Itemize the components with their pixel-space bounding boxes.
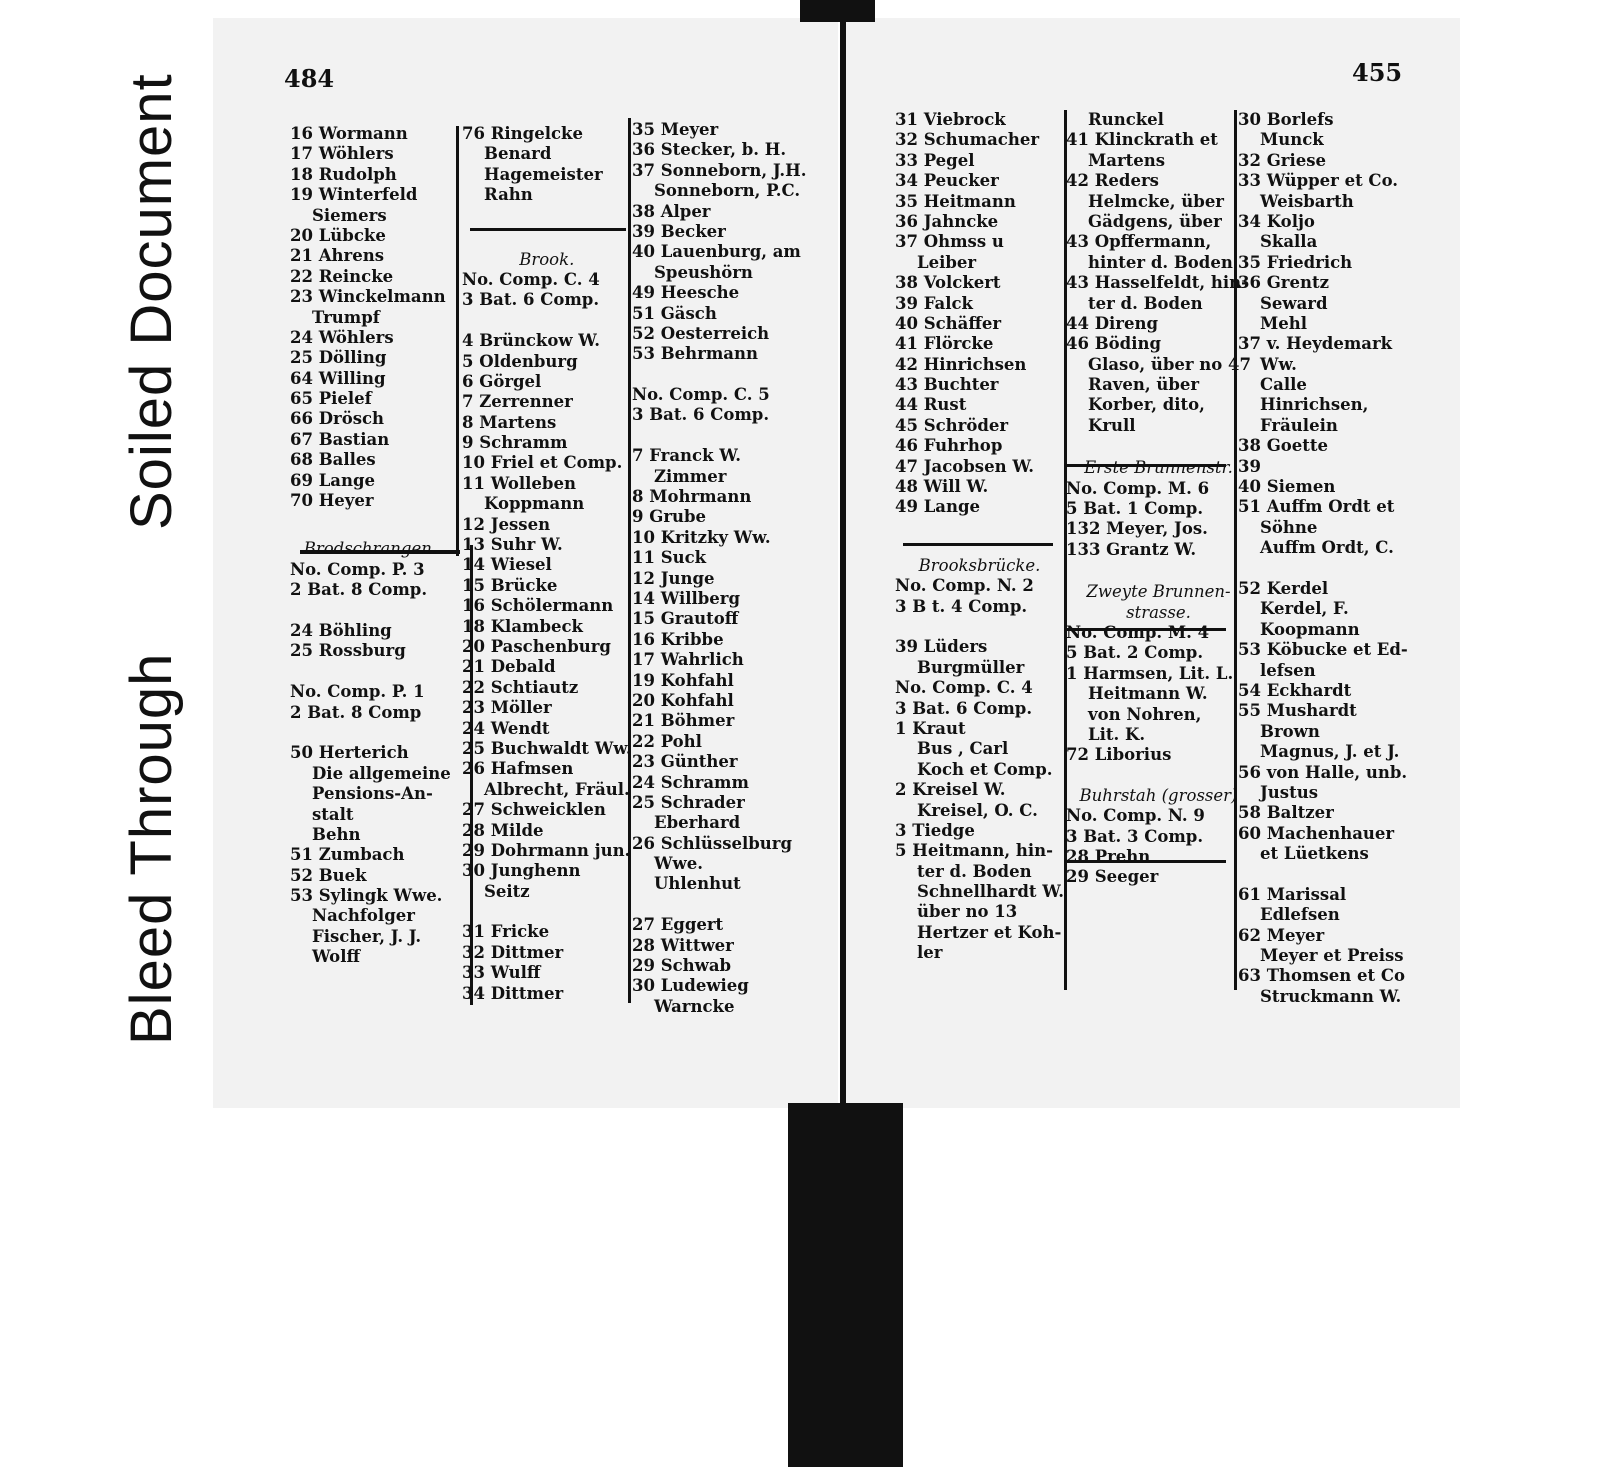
directory-entry: Albrecht, Fräul. bbox=[484, 779, 630, 799]
directory-entry: 23 Möller bbox=[462, 698, 552, 718]
directory-entry: Warncke bbox=[654, 996, 735, 1016]
right-column-3 bbox=[1238, 110, 1408, 1007]
directory-entry: Bus , Carl bbox=[917, 739, 1009, 759]
directory-entry: 49 Lange bbox=[895, 497, 981, 517]
directory-entry: 18 Klambeck bbox=[462, 616, 583, 636]
directory-entry: Lit. K. bbox=[1088, 724, 1146, 744]
directory-entry: 44 Direng bbox=[1066, 313, 1159, 333]
directory-entry: 11 Wolleben bbox=[462, 473, 576, 493]
directory-entry: 18 Rudolph bbox=[290, 164, 397, 184]
directory-entry: 72 Liborius bbox=[1066, 745, 1172, 765]
directory-entry: 22 Schtiautz bbox=[462, 677, 579, 697]
directory-entry: 41 Klinckrath et bbox=[1066, 130, 1218, 150]
directory-entry: Calle bbox=[1260, 375, 1307, 395]
top-binding-tab bbox=[800, 0, 875, 22]
section-heading: strasse. bbox=[1126, 602, 1191, 622]
directory-entry: Koch et Comp. bbox=[917, 759, 1053, 779]
directory-entry: 56 von Halle, unb. bbox=[1238, 762, 1408, 782]
directory-entry: et Lüetkens bbox=[1260, 844, 1369, 864]
directory-entry: Munck bbox=[1260, 130, 1324, 150]
directory-entry: 5 Heitmann, hin- bbox=[895, 841, 1053, 861]
directory-entry: 17 Wahrlich bbox=[632, 650, 744, 670]
directory-entry: 27 Schweicklen bbox=[462, 800, 606, 820]
directory-entry: No. Comp. M. 6 bbox=[1066, 478, 1210, 498]
section-heading: Buhrstah (grosser) bbox=[1079, 785, 1238, 805]
directory-entry: 36 Stecker, b. H. bbox=[632, 140, 787, 160]
directory-entry: 34 Dittmer bbox=[462, 983, 564, 1003]
directory-entry: No. Comp. C. 4 bbox=[895, 678, 1033, 698]
directory-entry: 41 Flörcke bbox=[895, 334, 994, 354]
directory-entry: ler bbox=[917, 943, 943, 963]
directory-entry: Eberhard bbox=[654, 813, 741, 833]
directory-entry: 16 Schölermann bbox=[462, 596, 614, 616]
directory-entry: 10 Kritzky Ww. bbox=[632, 527, 771, 547]
directory-entry: 19 Winterfeld bbox=[290, 185, 418, 205]
directory-entry: 29 Dohrmann jun. bbox=[462, 840, 631, 860]
directory-entry: 25 Schrader bbox=[632, 792, 745, 812]
directory-entry: 53 Sylingk Wwe. bbox=[290, 886, 443, 906]
directory-entry: Helmcke, über bbox=[1088, 191, 1225, 211]
directory-entry: 60 Machenhauer bbox=[1238, 823, 1395, 843]
directory-entry: 67 Bastian bbox=[290, 429, 390, 449]
directory-entry: 69 Lange bbox=[290, 470, 376, 490]
directory-entry: Struckmann W. bbox=[1260, 986, 1402, 1006]
section-heading: Brodschrangen. bbox=[303, 539, 438, 559]
directory-entry: Seitz bbox=[484, 881, 530, 901]
directory-entry: No. Comp. C. 5 bbox=[632, 385, 770, 405]
directory-entry: Seward bbox=[1260, 293, 1328, 313]
directory-entry: Meyer et Preiss bbox=[1260, 946, 1404, 966]
directory-entry: 2 Bat. 8 Comp bbox=[290, 702, 422, 722]
directory-entry: 5 Oldenburg bbox=[462, 351, 578, 371]
directory-entry: No. Comp. P. 3 bbox=[290, 559, 425, 579]
directory-entry: 37 v. Heydemark bbox=[1238, 334, 1393, 354]
directory-entry: 76 Ringelcke bbox=[462, 124, 583, 143]
directory-entry: 31 Fricke bbox=[462, 922, 550, 942]
directory-entry: 1 Kraut bbox=[895, 718, 966, 738]
directory-entry bbox=[462, 311, 632, 331]
directory-entry: 36 Jahncke bbox=[895, 211, 999, 231]
directory-entry bbox=[632, 895, 806, 915]
directory-entry: 38 Alper bbox=[632, 201, 711, 221]
directory-entry: 20 Lübcke bbox=[290, 225, 386, 245]
directory-entry: Fischer, J. J. bbox=[312, 926, 422, 946]
directory-entry: No. Comp. C. 4 bbox=[462, 269, 600, 289]
section-heading: Erste Brunnenstr. bbox=[1084, 458, 1233, 478]
directory-entry: Runckel bbox=[1088, 110, 1164, 129]
directory-entry: Koopmann bbox=[1260, 619, 1360, 639]
section-heading: Brooksbrücke. bbox=[918, 555, 1041, 575]
directory-entry: 40 Lauenburg, am bbox=[632, 242, 801, 262]
directory-entry: No. Comp. P. 1 bbox=[290, 682, 425, 702]
directory-entry: 11 Suck bbox=[632, 548, 707, 568]
directory-entry: 28 Prehn bbox=[1066, 846, 1151, 866]
directory-entry: 1 Harmsen, Lit. L. bbox=[1066, 663, 1234, 683]
directory-entry bbox=[1238, 864, 1408, 884]
directory-entry: 46 Fuhrhop bbox=[895, 436, 1003, 456]
directory-entry: 70 Heyer bbox=[290, 491, 374, 511]
directory-entry: 6 Görgel bbox=[462, 371, 542, 391]
directory-entry: 9 Grube bbox=[632, 507, 707, 527]
directory-entry: No. Comp. M. 4 bbox=[1066, 622, 1210, 642]
right-column-2 bbox=[1066, 110, 1251, 888]
directory-entry: 12 Junge bbox=[632, 568, 715, 588]
directory-entry: 25 Buchwaldt Ww. bbox=[462, 738, 632, 758]
directory-entry: 3 Bat. 6 Comp. bbox=[632, 405, 770, 425]
directory-entry: 19 Kohfahl bbox=[632, 670, 734, 690]
directory-entry: 2 Bat. 8 Comp. bbox=[290, 580, 428, 600]
directory-entry: von Nohren, bbox=[1088, 704, 1202, 724]
directory-entry: 14 Willberg bbox=[632, 588, 741, 608]
directory-entry: 3 Tiedge bbox=[895, 820, 975, 840]
directory-entry: Raven, über bbox=[1088, 375, 1200, 395]
book-gutter bbox=[840, 18, 846, 1108]
directory-entry: 16 Wormann bbox=[290, 124, 408, 143]
directory-entry: 17 Wöhlers bbox=[290, 144, 394, 164]
directory-entry: 39 Lüders bbox=[895, 637, 988, 657]
directory-entry bbox=[632, 365, 806, 385]
directory-entry: 35 Heitmann bbox=[895, 191, 1016, 211]
directory-entry: 51 Auffm Ordt et bbox=[1238, 497, 1395, 517]
directory-entry: 52 Oesterreich bbox=[632, 323, 770, 343]
directory-entry: Martens bbox=[1088, 150, 1166, 170]
directory-entry: 24 Wöhlers bbox=[290, 327, 394, 347]
directory-entry: Wwe. bbox=[654, 854, 703, 874]
left-column-1 bbox=[290, 124, 451, 968]
directory-entry: 4 Brünckow W. bbox=[462, 331, 600, 351]
directory-entry: 16 Kribbe bbox=[632, 629, 724, 649]
directory-entry: Leiber bbox=[917, 252, 977, 272]
directory-entry: 39 Falck bbox=[895, 293, 973, 313]
directory-entry: 32 Schumacher bbox=[895, 130, 1040, 150]
directory-entry: Ww. bbox=[1260, 354, 1297, 374]
directory-entry: 68 Balles bbox=[290, 450, 376, 470]
directory-entry: 34 Koljo bbox=[1238, 211, 1315, 231]
directory-entry: Edlefsen bbox=[1260, 905, 1340, 925]
directory-entry: Burgmüller bbox=[917, 657, 1025, 677]
directory-entry: 30 Ludewieg bbox=[632, 976, 749, 996]
directory-entry: 43 Hasselfeldt, hin- bbox=[1066, 273, 1248, 293]
directory-entry: 49 Heesche bbox=[632, 283, 740, 303]
directory-entry: 12 Jessen bbox=[462, 514, 551, 534]
directory-entry: 42 Hinrichsen bbox=[895, 354, 1027, 374]
directory-entry: 15 Grautoff bbox=[632, 609, 739, 629]
directory-entry: Rahn bbox=[484, 185, 533, 205]
directory-entry: lefsen bbox=[1260, 660, 1316, 680]
directory-entry bbox=[290, 662, 451, 682]
directory-entry: 52 Buek bbox=[290, 865, 367, 885]
directory-entry: 20 Kohfahl bbox=[632, 690, 734, 710]
directory-entry: 37 Sonneborn, J.H. bbox=[632, 160, 807, 180]
directory-entry: 52 Kerdel bbox=[1238, 578, 1329, 598]
directory-entry: 40 Schäffer bbox=[895, 313, 1002, 333]
directory-entry: 55 Mushardt bbox=[1238, 701, 1357, 721]
directory-entry: 29 Seeger bbox=[1066, 867, 1159, 887]
directory-entry: Sonneborn, P.C. bbox=[654, 181, 801, 201]
directory-entry: 26 Hafmsen bbox=[462, 759, 574, 779]
directory-entry: 21 Debald bbox=[462, 657, 556, 677]
directory-entry: 32 Dittmer bbox=[462, 942, 564, 962]
directory-entry: Schnellhardt W. bbox=[917, 882, 1064, 902]
directory-entry: 42 Reders bbox=[1066, 171, 1159, 191]
directory-entry: 54 Eckhardt bbox=[1238, 680, 1352, 700]
directory-entry: Speushörn bbox=[654, 262, 753, 282]
directory-entry: 50 Herterich bbox=[290, 743, 409, 763]
directory-entry: 64 Willing bbox=[290, 368, 386, 388]
directory-entry: 3 Bat. 6 Comp. bbox=[895, 698, 1033, 718]
directory-entry: 21 Ahrens bbox=[290, 246, 384, 266]
directory-entry: 132 Meyer, Jos. bbox=[1066, 519, 1208, 539]
directory-entry: Kreisel, O. C. bbox=[917, 800, 1038, 820]
directory-entry: 7 Franck W. bbox=[632, 446, 741, 466]
directory-entry: Zimmer bbox=[654, 466, 727, 486]
directory-entry bbox=[290, 601, 451, 621]
directory-entry: No. Comp. N. 2 bbox=[895, 576, 1034, 596]
directory-entry: 53 Behrmann bbox=[632, 344, 758, 364]
directory-entry: Magnus, J. et J. bbox=[1260, 742, 1400, 762]
directory-entry: Justus bbox=[1260, 782, 1318, 802]
directory-entry: Siemers bbox=[312, 205, 387, 225]
directory-entry: Heitmann W. bbox=[1088, 684, 1208, 704]
directory-entry: Hertzer et Koh- bbox=[917, 922, 1062, 942]
directory-entry: Koppmann bbox=[484, 494, 585, 514]
directory-entry: No. Comp. N. 9 bbox=[1066, 806, 1205, 826]
directory-entry: 22 Reincke bbox=[290, 266, 394, 286]
directory-entry: Kerdel, F. bbox=[1260, 599, 1349, 619]
directory-entry: hinter d. Boden bbox=[1088, 252, 1233, 272]
directory-entry: 38 Volckert bbox=[895, 273, 1001, 293]
directory-entry: 25 Dölling bbox=[290, 348, 387, 368]
directory-entry: 51 Zumbach bbox=[290, 845, 405, 865]
left-column-2 bbox=[462, 124, 632, 1004]
directory-entry: Weisbarth bbox=[1260, 191, 1354, 211]
directory-entry: 43 Buchter bbox=[895, 375, 999, 395]
directory-entry: Korber, dito, bbox=[1088, 395, 1205, 415]
directory-entry: 30 Junghenn bbox=[462, 861, 581, 881]
directory-entry: Wolff bbox=[312, 947, 361, 967]
directory-entry: 24 Wendt bbox=[462, 718, 550, 738]
directory-entry: 48 Will W. bbox=[895, 477, 989, 497]
directory-entry: Hinrichsen, bbox=[1260, 395, 1369, 415]
directory-entry: 32 Griese bbox=[1238, 150, 1327, 170]
directory-entry: Gädgens, über bbox=[1088, 211, 1222, 231]
directory-entry: 8 Martens bbox=[462, 412, 557, 432]
directory-entry: 45 Schröder bbox=[895, 415, 1009, 435]
directory-entry: 65 Pielef bbox=[290, 389, 372, 409]
directory-entry: 38 Goette bbox=[1238, 436, 1329, 456]
section-heading: Brook. bbox=[519, 249, 575, 269]
directory-entry: 20 Paschenburg bbox=[462, 636, 611, 656]
directory-entry: 33 Pegel bbox=[895, 150, 975, 170]
directory-entry: 23 Günther bbox=[632, 752, 738, 772]
directory-entry: 9 Schramm bbox=[462, 433, 568, 453]
directory-entry: 22 Pohl bbox=[632, 731, 702, 751]
directory-entry: 35 Meyer bbox=[632, 120, 719, 139]
directory-entry: 47 Jacobsen W. bbox=[895, 456, 1035, 476]
directory-entry: 23 Winckelmann bbox=[290, 287, 446, 307]
directory-entry: Die allgemeine bbox=[312, 763, 451, 783]
directory-entry: 61 Marissal bbox=[1238, 884, 1347, 904]
section-heading: Zweyte Brunnen- bbox=[1086, 582, 1231, 602]
directory-entry: Nachfolger bbox=[312, 906, 415, 926]
directory-entry: 31 Viebrock bbox=[895, 110, 1006, 129]
directory-entry: Söhne bbox=[1260, 517, 1318, 537]
directory-entry: 37 Ohmss u bbox=[895, 232, 1004, 252]
directory-entry: 24 Schramm bbox=[632, 772, 749, 792]
directory-entry: 30 Borlefs bbox=[1238, 110, 1334, 129]
left-column-3 bbox=[632, 120, 806, 1017]
directory-entry: 39 bbox=[1238, 456, 1261, 476]
directory-entry: 39 Becker bbox=[632, 221, 726, 241]
directory-entry: 43 Opffermann, bbox=[1066, 232, 1212, 252]
column-rule bbox=[456, 126, 459, 556]
directory-entry: 15 Brücke bbox=[462, 575, 558, 595]
directory-entry: 33 Wüpper et Co. bbox=[1238, 171, 1399, 191]
page-number-left: 484 bbox=[284, 64, 335, 93]
directory-entry: 29 Schwab bbox=[632, 956, 732, 976]
directory-entry: 66 Drösch bbox=[290, 409, 385, 429]
directory-entry: 3 Bat. 3 Comp. bbox=[1066, 826, 1204, 846]
directory-entry: 25 Rossburg bbox=[290, 641, 406, 661]
bottom-binding-tab bbox=[788, 1103, 903, 1467]
directory-entry: 34 Peucker bbox=[895, 171, 999, 191]
directory-entry: stalt bbox=[312, 804, 354, 824]
directory-entry: 51 Gäsch bbox=[632, 303, 717, 323]
directory-entry: 21 Böhmer bbox=[632, 711, 735, 731]
directory-entry bbox=[290, 723, 451, 743]
directory-entry: Pensions-An- bbox=[312, 784, 433, 804]
directory-entry: 44 Rust bbox=[895, 395, 967, 415]
page-number-right: 455 bbox=[1352, 58, 1403, 87]
directory-entry: 46 Böding bbox=[1066, 334, 1161, 354]
directory-entry: 3 B t. 4 Comp. bbox=[895, 596, 1028, 616]
directory-entry: 53 Köbucke et Ed- bbox=[1238, 640, 1408, 660]
directory-entry: Benard bbox=[484, 144, 552, 164]
directory-entry: 3 Bat. 6 Comp. bbox=[462, 290, 600, 310]
directory-entry bbox=[462, 902, 632, 922]
directory-entry: 36 Grentz bbox=[1238, 273, 1329, 293]
directory-entry: ter d. Boden bbox=[1088, 293, 1203, 313]
directory-entry bbox=[632, 426, 806, 446]
directory-entry: 63 Thomsen et Co bbox=[1238, 966, 1405, 986]
directory-entry: Krull bbox=[1088, 415, 1136, 435]
soiled-document-label: Soiled Document bbox=[119, 73, 184, 530]
directory-entry: 14 Wiesel bbox=[462, 555, 552, 575]
directory-entry: Glaso, über no 47 bbox=[1088, 354, 1252, 374]
directory-entry: 5 Bat. 1 Comp. bbox=[1066, 499, 1204, 519]
directory-entry bbox=[1238, 559, 1408, 579]
directory-entry bbox=[895, 617, 1064, 637]
directory-entry: 58 Baltzer bbox=[1238, 803, 1334, 823]
directory-entry: Auffm Ordt, C. bbox=[1260, 538, 1394, 558]
directory-entry: 35 Friedrich bbox=[1238, 252, 1353, 272]
right-column-1 bbox=[895, 110, 1064, 964]
directory-entry: 27 Eggert bbox=[632, 915, 724, 935]
directory-entry: 28 Wittwer bbox=[632, 935, 734, 955]
directory-entry: Fräulein bbox=[1260, 415, 1338, 435]
directory-entry: 133 Grantz W. bbox=[1066, 539, 1197, 559]
directory-entry: Skalla bbox=[1260, 232, 1318, 252]
directory-entry: Mehl bbox=[1260, 313, 1308, 333]
directory-entry: 5 Bat. 2 Comp. bbox=[1066, 643, 1204, 663]
directory-entry: 40 Siemen bbox=[1238, 477, 1336, 497]
directory-entry: 62 Meyer bbox=[1238, 925, 1325, 945]
directory-entry: über no 13 bbox=[917, 902, 1018, 922]
directory-entry: Behn bbox=[312, 824, 361, 844]
directory-entry: 8 Mohrmann bbox=[632, 487, 752, 507]
directory-entry: 2 Kreisel W. bbox=[895, 780, 1006, 800]
directory-entry: 26 Schlüsselburg bbox=[632, 833, 793, 853]
directory-entry: Trumpf bbox=[312, 307, 380, 327]
directory-entry: 24 Böhling bbox=[290, 620, 392, 640]
directory-entry: ter d. Boden bbox=[917, 861, 1032, 881]
directory-entry: Brown bbox=[1260, 721, 1320, 741]
directory-entry: 10 Friel et Comp. bbox=[462, 453, 623, 473]
directory-entry: 13 Suhr W. bbox=[462, 535, 563, 555]
directory-entry: 7 Zerrenner bbox=[462, 392, 573, 412]
directory-entry: Hagemeister bbox=[484, 164, 603, 184]
bleed-through-label: Bleed Through bbox=[119, 652, 184, 1045]
directory-entry: 33 Wulff bbox=[462, 963, 541, 983]
directory-entry: 28 Milde bbox=[462, 820, 544, 840]
directory-entry: Uhlenhut bbox=[654, 874, 741, 894]
